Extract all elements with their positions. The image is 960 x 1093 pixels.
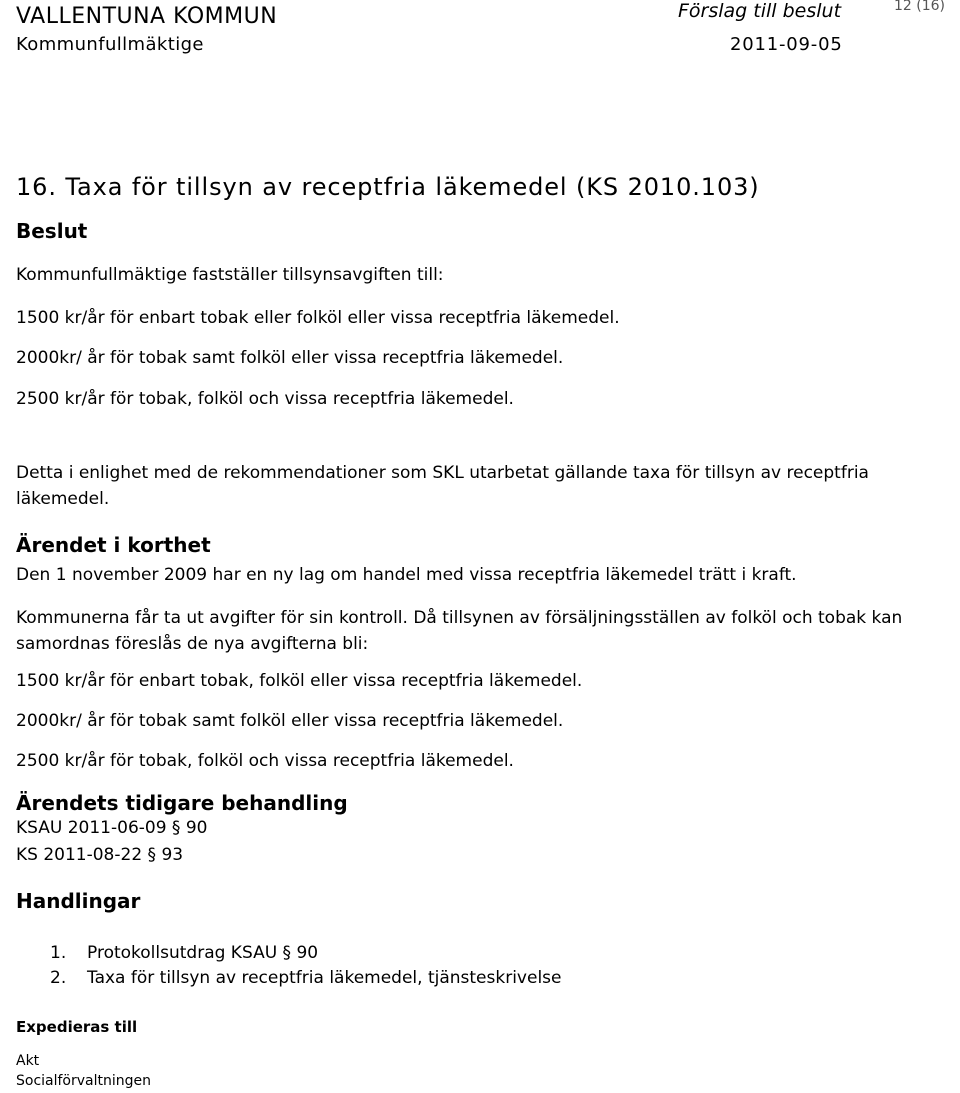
organization-name: VALLENTUNA KOMMUN — [16, 4, 278, 29]
tidigare-entry-2: KS 2011-08-22 § 93 — [16, 845, 184, 865]
recipient-socialforvaltningen: Socialförvaltningen — [16, 1073, 152, 1089]
expedieras-heading: Expedieras till — [16, 1018, 138, 1036]
tidigare-entry-1: KSAU 2011-06-09 § 90 — [16, 818, 208, 838]
handlingar-heading: Handlingar — [16, 889, 141, 913]
beslut-intro: Kommunfullmäktige fastställer tillsynsavgiften till: — [16, 265, 444, 285]
decision-body: Kommunfullmäktige — [16, 34, 204, 55]
meeting-date: 2011-09-05 — [730, 34, 843, 55]
korthet-fee-1: 1500 kr/år för enbart tobak, folköl eller vissa receptfria läkemedel. — [16, 671, 583, 691]
korthet-heading: Ärendet i korthet — [16, 533, 211, 557]
page-number: 12 (16) — [894, 0, 946, 14]
beslut-fee-3: 2500 kr/år för tobak, folköl och vissa receptfria läkemedel. — [16, 389, 514, 409]
item-title: 16. Taxa för tillsyn av receptfria läkemedel (KS 2010.103) — [16, 173, 760, 201]
beslut-heading: Beslut — [16, 219, 88, 243]
beslut-fee-2: 2000kr/ år för tobak samt folköl eller vissa receptfria läkemedel. — [16, 348, 564, 368]
beslut-fee-1: 1500 kr/år för enbart tobak eller folköl eller vissa receptfria läkemedel. — [16, 308, 620, 328]
beslut-note: Detta i enlighet med de rekommendationer som SKL utarbetat gällande taxa för tillsyn av receptfria läkemedel. — [16, 463, 869, 509]
recipient-akt: Akt — [16, 1053, 40, 1069]
handlingar-item-2: Taxa för tillsyn av receptfria läkemedel, tjänsteskrivelse — [87, 968, 562, 988]
handlingar-num-2: 2. — [50, 968, 67, 988]
handlingar-num-1: 1. — [50, 943, 67, 963]
document-status: Förslag till beslut — [678, 0, 842, 22]
korthet-p1: Den 1 november 2009 har en ny lag om handel med vissa receptfria läkemedel trätt i kraft. — [16, 565, 797, 585]
handlingar-item-1: Protokollsutdrag KSAU § 90 — [87, 943, 319, 963]
korthet-fee-3: 2500 kr/år för tobak, folköl och vissa receptfria läkemedel. — [16, 751, 514, 771]
tidigare-heading: Ärendets tidigare behandling — [16, 791, 348, 815]
korthet-p2: Kommunerna får ta ut avgifter för sin kontroll. Då tillsynen av försäljningsställen av folköl och tobak kan samordnas föreslås de nya avgifterna bli: — [16, 608, 903, 654]
korthet-fee-2: 2000kr/ år för tobak samt folköl eller vissa receptfria läkemedel. — [16, 711, 564, 731]
